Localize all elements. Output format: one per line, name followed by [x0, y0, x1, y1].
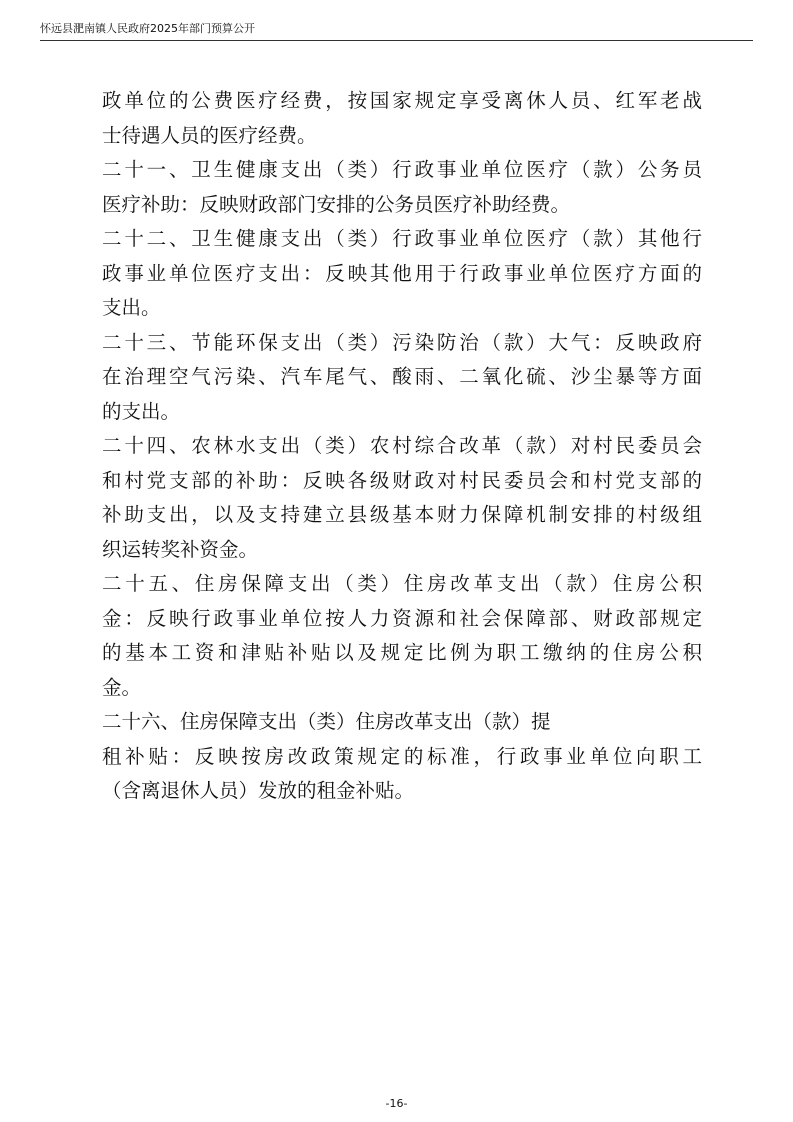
header-divider — [40, 40, 753, 41]
body-line: 政单位的公费医疗经费，按国家规定享受离休人员、红军老战 — [102, 89, 702, 112]
body-line: 在治理空气污染、汽车尾气、酸雨、二氧化硫、沙尘暴等方面 — [102, 365, 702, 388]
body-line: 二十六、住房保障支出（类）住房改革支出（款）提 — [102, 710, 551, 733]
body-line: 和村党支部的补助：反映各级财政对村民委员会和村党支部的 — [102, 468, 702, 492]
body-line: 二十五、住房保障支出（类）住房改革支出（款）住房公积 — [102, 572, 702, 595]
body-line: 织运转奖补资金。 — [102, 537, 259, 561]
body-line: 二十一、卫生健康支出（类）行政事业单位医疗（款）公务员 — [102, 158, 702, 181]
body-line: 支出。 — [102, 296, 161, 319]
body-line: 士待遇人员的医疗经费。 — [102, 123, 317, 147]
page-header-title: 怀远县淝南镇人民政府2025年部门预算公开 — [40, 22, 255, 35]
body-line: 租补贴：反映按房改政策规定的标准，行政事业单位向职工 — [102, 744, 702, 768]
body-line: 二十二、卫生健康支出（类）行政事业单位医疗（款）其他行 — [102, 227, 702, 250]
body-line: 金：反映行政事业单位按人力资源和社会保障部、财政部规定 — [102, 606, 702, 630]
body-line: 医疗补助：反映财政部门安排的公务员医疗补助经费。 — [102, 192, 571, 216]
body-line: 的基本工资和津贴补贴以及规定比例为职工缴纳的住房公积 — [102, 641, 702, 664]
body-line: 政事业单位医疗支出：反映其他用于行政事业单位医疗方面的 — [102, 261, 702, 285]
page-number: -16- — [385, 1097, 408, 1110]
body-line: 的支出。 — [102, 399, 181, 423]
body-line: 二十三、节能环保支出（类）污染防治（款）大气：反映政府 — [102, 330, 702, 354]
body-line: 补助支出，以及支持建立县级基本财力保障机制安排的村级组 — [102, 503, 702, 526]
document-body — [102, 84, 702, 809]
body-line: 二十四、农林水支出（类）农村综合改革（款）对村民委员会 — [102, 434, 702, 457]
body-line: 金。 — [102, 675, 142, 699]
body-line: （含离退休人员）发放的租金补贴。 — [102, 779, 415, 802]
